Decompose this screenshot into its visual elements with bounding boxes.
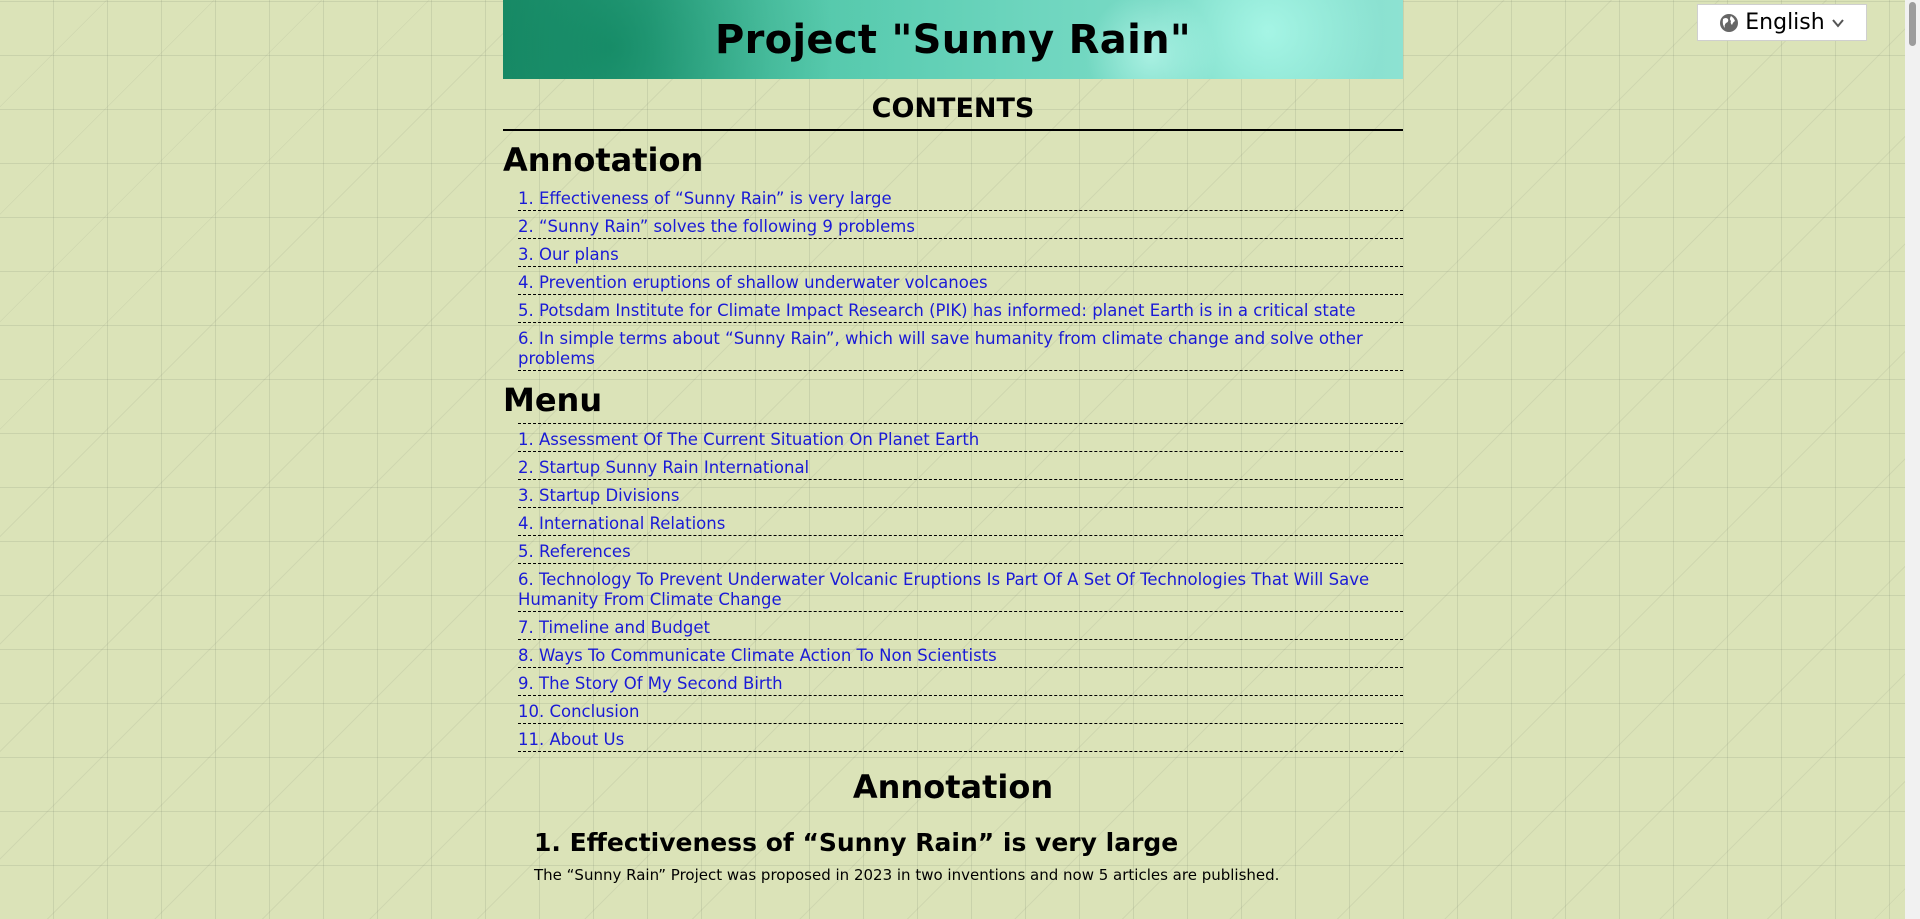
globe-icon xyxy=(1719,13,1739,33)
menu-link-6[interactable]: 6. Technology To Prevent Underwater Volcanic Eruptions Is Part Of A Set Of Technologies That Will Save Humanity From Climate Change xyxy=(518,570,1370,609)
article-heading: Annotation xyxy=(852,768,1054,806)
list-item xyxy=(518,668,1403,696)
list-item xyxy=(518,267,1403,295)
menu-link-1[interactable]: 1. Assessment Of The Current Situation On Planet Earth xyxy=(518,430,980,449)
menu-link-4[interactable]: 4. International Relations xyxy=(518,514,726,533)
menu-link-3[interactable]: 3. Startup Divisions xyxy=(518,486,680,505)
vertical-scrollbar[interactable] xyxy=(1905,0,1920,919)
page-title: Project "Sunny Rain" xyxy=(714,16,1192,63)
menu-link-9[interactable]: 9. The Story Of My Second Birth xyxy=(518,674,783,693)
list-item xyxy=(518,508,1403,536)
list-item xyxy=(518,696,1403,724)
list-item xyxy=(518,724,1403,752)
menu-link-11[interactable]: 11. About Us xyxy=(518,730,625,749)
annotation-link-4[interactable]: 4. Prevention eruptions of shallow underwater volcanoes xyxy=(518,273,988,292)
list-item xyxy=(518,640,1403,668)
list-item xyxy=(518,480,1403,508)
list-item xyxy=(518,612,1403,640)
annotation-link-2[interactable]: 2. “Sunny Rain” solves the following 9 problems xyxy=(518,217,915,236)
annotation-link-6[interactable]: 6. In simple terms about “Sunny Rain”, which will save humanity from climate change and solve other problems xyxy=(518,329,1363,368)
article-subheading: 1. Effectiveness of “Sunny Rain” is very large xyxy=(534,828,1179,857)
annotation-link-5[interactable]: 5. Potsdam Institute for Climate Impact Research (PIK) has informed: planet Earth is in a critical state xyxy=(518,301,1356,320)
menu-section-heading: Menu xyxy=(503,381,603,419)
chevron-down-icon xyxy=(1831,16,1845,30)
annotation-link-1[interactable]: 1. Effectiveness of “Sunny Rain” is very large xyxy=(518,189,892,208)
language-selector[interactable] xyxy=(1697,4,1867,41)
list-item xyxy=(518,183,1403,211)
language-selected-label: English xyxy=(1745,10,1825,35)
menu-link-7[interactable]: 7. Timeline and Budget xyxy=(518,618,711,637)
menu-link-8[interactable]: 8. Ways To Communicate Climate Action To Non Scientists xyxy=(518,646,997,665)
page-content xyxy=(503,0,1403,884)
list-item xyxy=(518,295,1403,323)
list-item xyxy=(518,323,1403,371)
list-item xyxy=(518,564,1403,612)
list-item xyxy=(518,452,1403,480)
menu-link-5[interactable]: 5. References xyxy=(518,542,631,561)
list-item xyxy=(518,239,1403,267)
header-banner xyxy=(503,0,1403,79)
menu-links-list xyxy=(518,423,1403,752)
article-paragraph: The “Sunny Rain” Project was proposed in 2023 in two inventions and now 5 articles are published. xyxy=(534,866,1280,884)
list-item xyxy=(518,536,1403,564)
list-item xyxy=(518,424,1403,452)
annotation-link-3[interactable]: 3. Our plans xyxy=(518,245,619,264)
scrollbar-thumb[interactable] xyxy=(1909,2,1916,46)
annotation-section-heading: Annotation xyxy=(503,141,704,179)
menu-link-10[interactable]: 10. Conclusion xyxy=(518,702,640,721)
contents-title: CONTENTS xyxy=(503,93,1403,131)
menu-link-2[interactable]: 2. Startup Sunny Rain International xyxy=(518,458,810,477)
list-item xyxy=(518,211,1403,239)
annotation-links-list xyxy=(518,183,1403,371)
